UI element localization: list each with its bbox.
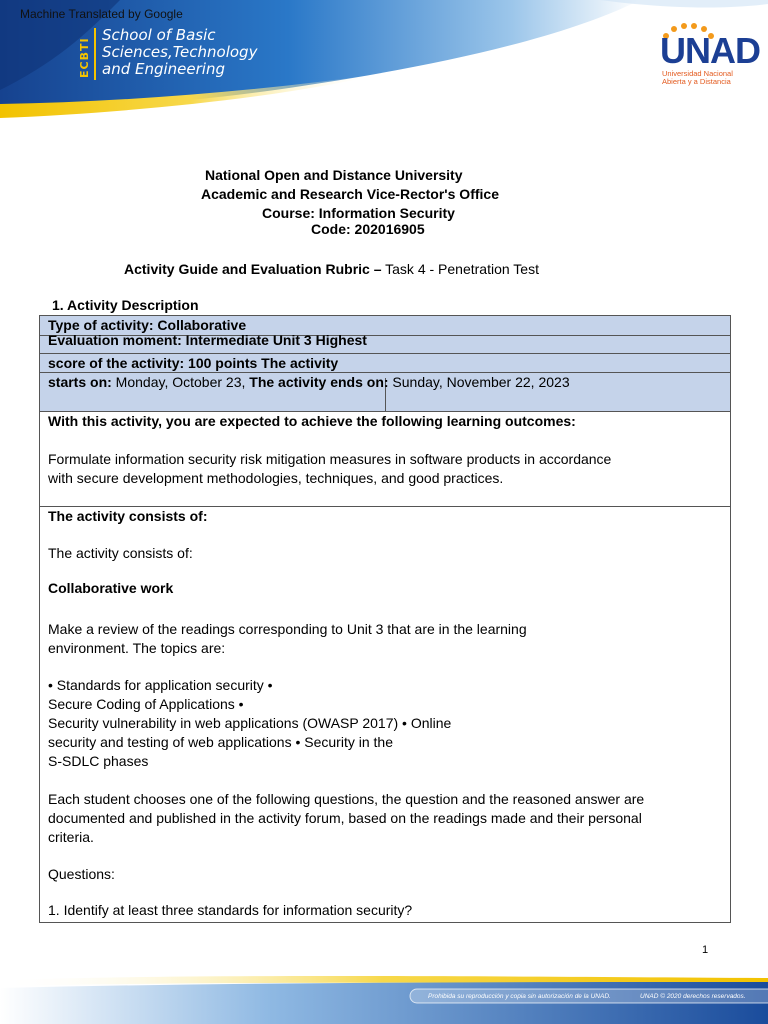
- outcomes-line-2: with secure development methodologies, techniques, and good practices.: [48, 470, 504, 486]
- review-line-2: environment. The topics are:: [48, 640, 226, 656]
- footer-banner: [0, 960, 768, 1024]
- activity-type: Type of activity: Collaborative: [48, 317, 247, 333]
- topic-line-1: • Standards for application security •: [48, 677, 273, 693]
- course-title: Course: Information Security: [262, 205, 455, 221]
- header-banner: [0, 0, 768, 125]
- questions-label: Questions:: [48, 866, 115, 882]
- page-number: 1: [702, 944, 709, 956]
- instructions-line-3: criteria.: [48, 829, 94, 845]
- activity-dates: [48, 374, 570, 390]
- activity-score: score of the activity: 100 points The activity: [48, 355, 339, 371]
- table-divider: [40, 353, 730, 354]
- course-code: Code: 202016905: [311, 221, 425, 237]
- faculty-acronym: ECBTI: [78, 37, 91, 79]
- question-1: 1. Identify at least three standards for information security?: [48, 902, 413, 918]
- guide-title-task: Task 4 - Penetration Test: [381, 261, 539, 277]
- guide-title-bold: Activity Guide and Evaluation Rubric –: [124, 261, 382, 277]
- ends-label: The activity ends on:: [249, 374, 389, 390]
- topic-line-5: S-SDLC phases: [48, 753, 149, 769]
- university-title: National Open and Distance University: [205, 167, 463, 183]
- topic-line-4: security and testing of web applications • Security in the: [48, 734, 393, 750]
- school-line-3: and Engineering: [102, 60, 225, 78]
- guide-title: [124, 261, 539, 277]
- review-line-1: Make a review of the readings corresponding to Unit 3 that are in the learning: [48, 621, 527, 637]
- unad-logo: [660, 22, 760, 92]
- rights-notice: UNAD © 2020 derechos reservados.: [640, 993, 746, 1000]
- topic-line-3: Security vulnerability in web applications (OWASP 2017) • Online: [48, 715, 452, 731]
- instructions-line-2: documented and published in the activity forum, based on the readings made and their personal: [48, 810, 642, 826]
- logo-subtitle: [662, 70, 733, 86]
- outcomes-line-1: Formulate information security risk mitigation measures in software products in accordance: [48, 451, 612, 467]
- instructions-line-1: Each student chooses one of the following questions, the question and the reasoned answer are: [48, 791, 645, 807]
- office-title: Academic and Research Vice-Rector's Office: [201, 186, 499, 202]
- section-heading: 1. Activity Description: [52, 297, 199, 313]
- topic-line-2: Secure Coding of Applications •: [48, 696, 244, 712]
- footer-wave-graphic: [0, 960, 768, 1024]
- consists-intro: The activity consists of:: [48, 545, 193, 561]
- outcomes-heading: With this activity, you are expected to achieve the following learning outcomes:: [48, 413, 576, 429]
- table-divider: [40, 372, 730, 373]
- consists-heading: The activity consists of:: [48, 508, 208, 524]
- start-date: Monday, October 23,: [111, 374, 250, 390]
- faculty-divider: [94, 28, 96, 80]
- school-name: [102, 27, 257, 78]
- school-line-2: Sciences,Technology: [102, 43, 258, 61]
- collaborative-work-heading: Collaborative work: [48, 580, 174, 596]
- logo-wordmark: UNAD: [660, 30, 760, 71]
- activity-info-table: [39, 315, 731, 412]
- copyright-notice: Prohibida su reproducción y copia sin autorización de la UNAD.: [428, 993, 611, 1000]
- activity-body-table: [39, 410, 731, 923]
- end-date: Sunday, November 22, 2023: [388, 374, 570, 390]
- evaluation-moment: Evaluation moment: Intermediate Unit 3 Highest: [48, 332, 367, 348]
- logo-subtitle-line-2: Abierta y a Distancia: [662, 77, 731, 86]
- machine-translated-label: Machine Translated by Google: [20, 7, 183, 21]
- starts-label: starts on:: [48, 374, 112, 390]
- school-line-1: School of Basic: [102, 26, 216, 44]
- logo-subtitle-line-1: Universidad Nacional: [662, 69, 733, 78]
